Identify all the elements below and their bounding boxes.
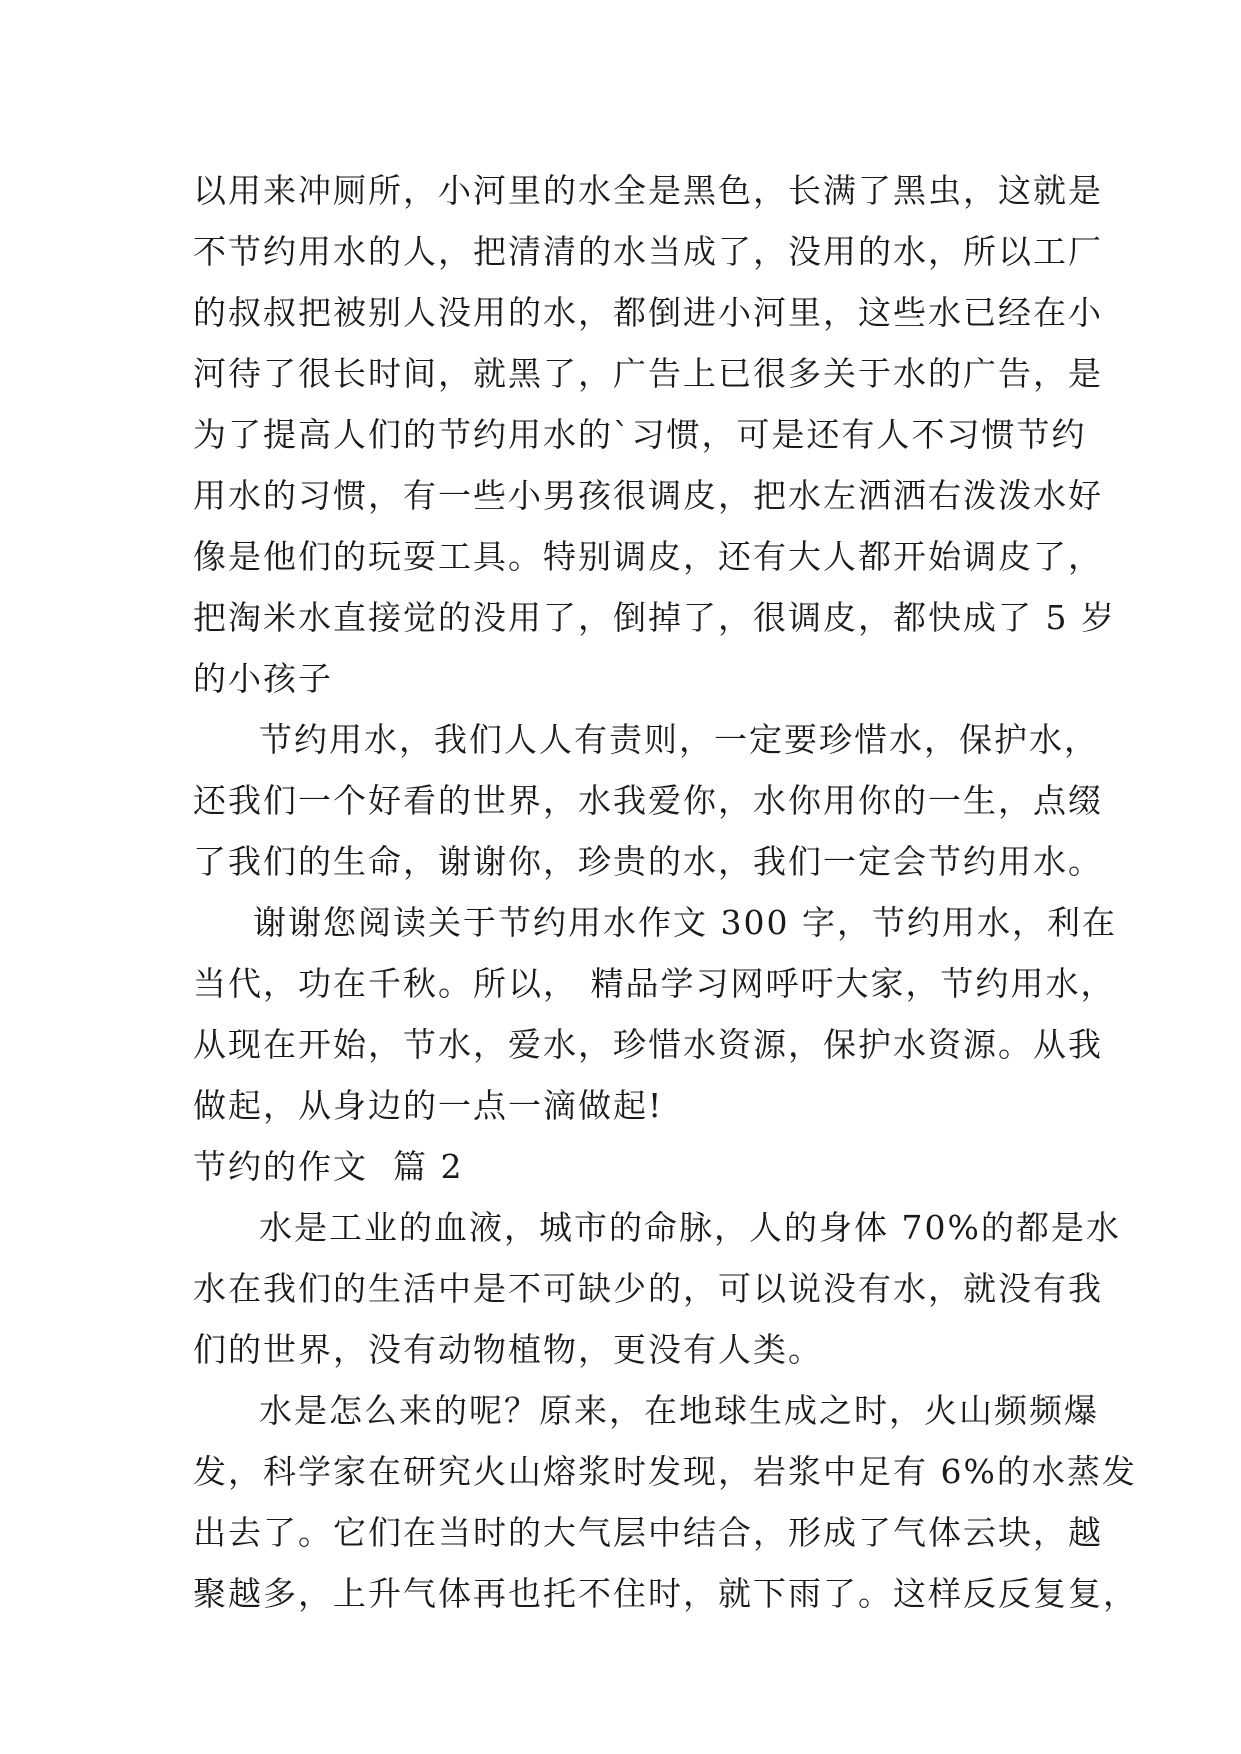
section-heading: 节约的作文 篇 2 [193,1147,464,1186]
text-line: 的小孩子 [193,659,333,698]
text-line: 节约用水，我们人人有责则，一定要珍惜水，保护水， [259,720,1099,759]
text-line: 发，科学家在研究火山熔浆时发现，岩浆中足有 6%的水蒸发 [193,1452,1137,1491]
text-line: 还我们一个好看的世界，水我爱你，水你用你的一生，点缀 [193,781,1103,820]
text-line: 以用来冲厕所，小河里的水全是黑色，长满了黑虫，这就是 [193,171,1103,210]
text-line: 从现在开始，节水，爱水，珍惜水资源，保护水资源。从我 [193,1025,1103,1064]
text-line: 不节约用水的人，把清清的水当成了，没用的水，所以工厂 [193,232,1103,271]
text-line: 的叔叔把被别人没用的水，都倒进小河里，这些水已经在小 [193,293,1103,332]
text-line: 水是怎么来的呢？原来，在地球生成之时，火山频频爆 [259,1391,1099,1430]
text-line: 了我们的生命，谢谢你，珍贵的水，我们一定会节约用水。 [193,842,1103,881]
text-line: 水在我们的生活中是不可缺少的，可以说没有水，就没有我 [193,1269,1103,1308]
text-line: 像是他们的玩耍工具。特别调皮，还有大人都开始调皮了， [193,537,1103,576]
text-line: 聚越多，上升气体再也托不住时，就下雨了。这样反反复复， [193,1574,1138,1613]
text-line: 出去了。它们在当时的大气层中结合，形成了气体云块，越 [193,1513,1103,1552]
text-line: 为了提高人们的节约用水的`习惯，可是还有人不习惯节约 [193,415,1087,454]
text-line: 做起，从身边的一点一滴做起! [193,1086,664,1125]
text-line: 把淘米水直接觉的没用了，倒掉了，很调皮，都快成了 5 岁 [193,598,1116,637]
text-line: 们的世界，没有动物植物，更没有人类。 [193,1330,823,1369]
text-line: 水是工业的血液，城市的命脉，人的身体 70%的都是水 [259,1208,1121,1247]
text-line: 河待了很长时间，就黑了，广告上已很多关于水的广告，是 [193,354,1103,393]
text-line: 当代，功在千秋。所以， 精品学习网呼吁大家，节约用水， [193,964,1116,1003]
text-line: 用水的习惯，有一些小男孩很调皮，把水左洒洒右泼泼水好 [193,476,1103,515]
document-body [193,160,1138,1624]
text-line: 谢谢您阅读关于节约用水作文 300 字，节约用水，利在 [253,903,1117,942]
